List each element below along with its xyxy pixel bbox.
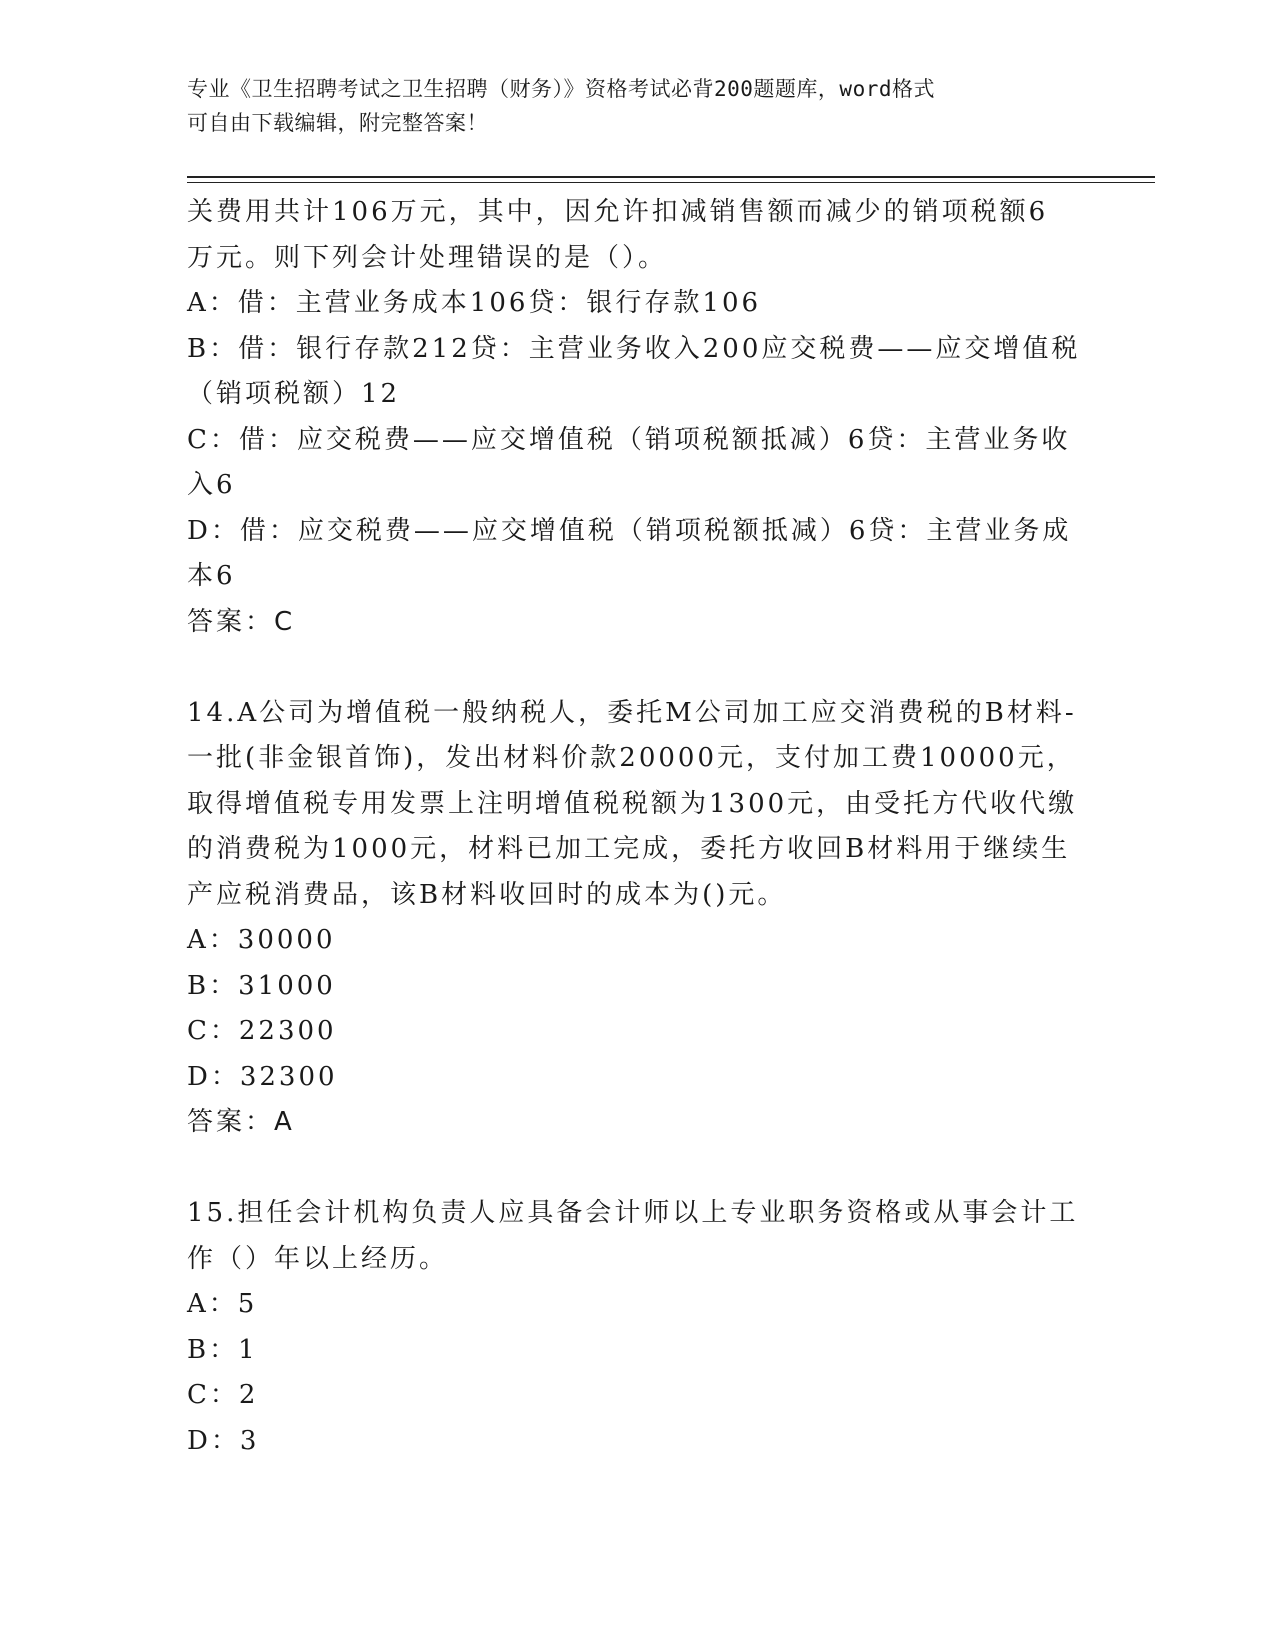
option-b: B：31000	[187, 970, 336, 1001]
spacer	[187, 645, 1077, 691]
option-b: B：1	[187, 1334, 258, 1365]
header-divider-thin	[187, 182, 1155, 183]
option-d: D：借：应交税费——应交增值税（销项税额抵减）6贷：主营业务成	[187, 515, 1072, 546]
header-line: 可自由下载编辑，附完整答案！	[187, 111, 488, 135]
option-c: C：2	[187, 1380, 259, 1410]
question-stem-line: 产应税消费品，该B材料收回时的成本为()元。	[187, 879, 787, 910]
header-divider	[187, 176, 1155, 178]
question-stem-line: 15.担任会计机构负责人应具备会计师以上专业职务资格或从事会计工	[187, 1198, 1079, 1228]
answer: 答案：C	[187, 606, 296, 637]
option-c: C：借：应交税费——应交增值税（销项税额抵减）6贷：主营业务收	[187, 424, 1071, 455]
question-stem-line: 作（）年以上经历。	[187, 1243, 449, 1274]
question-stem-line: 万元。则下列会计处理错误的是（）。	[187, 242, 668, 273]
question-stem-line: 关费用共计106万元，其中，因允许扣减销售额而减少的销项税额6	[187, 197, 1049, 227]
answer: 答案：A	[187, 1107, 295, 1137]
question-stem-line: 取得增值税专用发票上注明增值税税额为1300元，由受托方代收代缴	[187, 788, 1078, 819]
option-a: A：30000	[187, 925, 336, 955]
option-a: A：5	[187, 1289, 258, 1319]
question-stem-line: 的消费税为1000元，材料已加工完成，委托方收回B材料用于继续生	[187, 834, 1071, 864]
option-b: B：借：银行存款212贷：主营业务收入200应交税费——应交增值税	[187, 333, 1081, 364]
option-d: D：3	[187, 1425, 260, 1456]
document-header	[187, 72, 1087, 140]
option-b-continued: （销项税额）12	[187, 379, 401, 409]
question-stem-line: 14.A公司为增值税一般纳税人，委托M公司加工应交消费税的B材料-	[187, 697, 1077, 728]
option-c-continued: 入6	[187, 470, 236, 500]
question-stem-line: 一批(非金银首饰)，发出材料价款20000元，支付加工费10000元，	[187, 743, 1076, 773]
question-list	[187, 190, 1081, 1464]
header-line: 专业《卫生招聘考试之卫生招聘（财务）》资格考试必背200题题库，word格式	[187, 77, 935, 101]
option-d-continued: 本6	[187, 561, 236, 591]
question-13	[187, 190, 1081, 645]
option-d: D：32300	[187, 1061, 338, 1092]
option-a: A：借：主营业务成本106贷：银行存款106	[187, 288, 762, 318]
option-c: C：22300	[187, 1016, 337, 1046]
question-15	[187, 1191, 1077, 1464]
spacer	[187, 1146, 1077, 1192]
question-14	[187, 691, 1077, 1146]
